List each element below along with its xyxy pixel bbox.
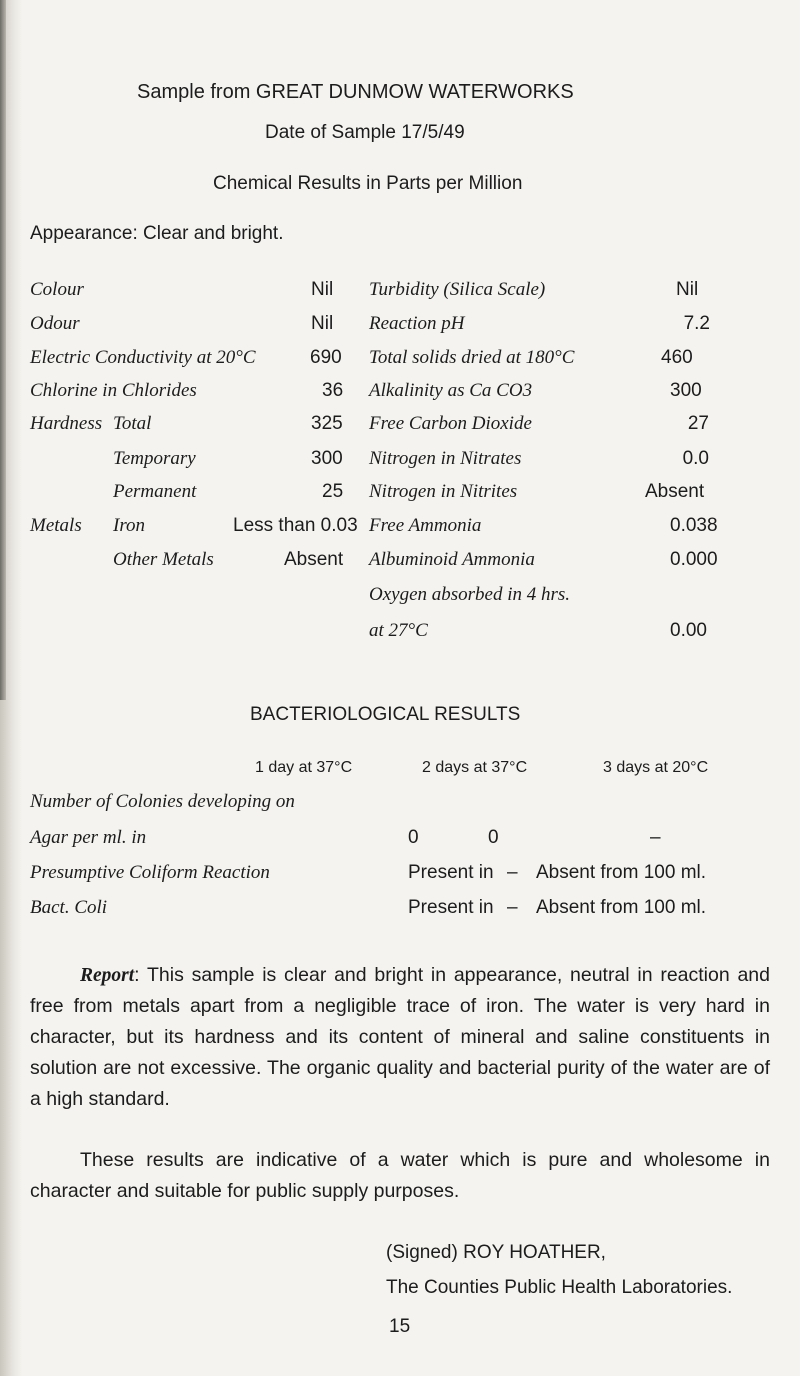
odour-label: Odour — [30, 313, 80, 334]
alkalinity-label: Alkalinity as Ca CO3 — [369, 380, 533, 401]
co2-value: 27 — [687, 413, 709, 434]
oxygen-value: 0.00 — [670, 620, 707, 641]
coliform-value-3: Absent from 100 ml. — [536, 862, 707, 883]
hardness-temporary-label: Temporary — [113, 448, 196, 469]
hardness-total-value: 325 — [311, 413, 343, 434]
conductivity-value: 690 — [310, 347, 342, 368]
signature-org: The Counties Public Health Laboratories. — [386, 1277, 733, 1298]
metals-label: Metals — [30, 515, 82, 536]
hardness-permanent-label: Permanent — [113, 481, 197, 502]
alkalinity-value: 300 — [670, 380, 702, 401]
col-1-day: 1 day at 37°C — [255, 759, 353, 776]
signature-name: (Signed) ROY HOATHER, — [386, 1242, 606, 1263]
appearance-line: Appearance: Clear and bright. — [30, 223, 284, 244]
hardness-temporary-value: 300 — [311, 448, 343, 469]
report-text: : This sample is clear and bright in appearance, neutral in reaction and free from metals apart from a negligible trace of iron. The water is very hard in character, but its hardness and its content of mineral and saline constituents in solution are not excessive. The organic quality and bacterial purity of the water are of a high standard. — [30, 964, 770, 1110]
agar-label: Agar per ml. in — [30, 827, 147, 848]
colonies-label: Number of Colonies developing on — [30, 791, 295, 812]
ph-label: Reaction pH — [369, 313, 465, 334]
bacteriological-heading: BACTERIOLOGICAL RESULTS — [250, 704, 521, 725]
oxygen-label-temp: at 27°C — [369, 620, 428, 641]
chemical-results-heading: Chemical Results in Parts per Million — [213, 173, 523, 194]
nitrites-label: Nitrogen in Nitrites — [369, 481, 518, 502]
page-number: 15 — [389, 1316, 411, 1337]
bact-coli-value-3: Absent from 100 ml. — [536, 897, 707, 918]
col-2-days: 2 days at 37°C — [422, 759, 528, 776]
colonies-value-1: 0 — [408, 827, 419, 848]
bact-coli-label: Bact. Coli — [30, 897, 108, 918]
chlorine-value: 36 — [322, 380, 344, 401]
ph-value: 7.2 — [683, 313, 710, 334]
other-metals-value: Absent — [284, 549, 344, 570]
nitrates-value: 0.0 — [682, 448, 709, 469]
free-ammonia-label: Free Ammonia — [369, 515, 482, 536]
nitrates-label: Nitrogen in Nitrates — [369, 448, 522, 469]
iron-label: Iron — [113, 515, 146, 536]
oxygen-label: Oxygen absorbed in 4 hrs. — [369, 584, 571, 605]
hardness-total-label: Total — [113, 413, 152, 434]
bact-coli-value-2: – — [507, 897, 518, 918]
colonies-value-2: 0 — [488, 827, 499, 848]
page-binding — [0, 0, 6, 700]
colonies-value-3: – — [650, 827, 661, 848]
coliform-value-1: Present in — [408, 862, 494, 883]
colour-value: Nil — [311, 279, 334, 300]
solids-value: 460 — [661, 347, 693, 368]
nitrites-value: Absent — [645, 481, 705, 502]
odour-value: Nil — [311, 313, 334, 334]
col-3-days: 3 days at 20°C — [603, 759, 709, 776]
hardness-permanent-value: 25 — [322, 481, 344, 502]
solids-label: Total solids dried at 180°C — [369, 347, 575, 368]
other-metals-label: Other Metals — [113, 549, 214, 570]
chlorine-label: Chlorine in Chlorides — [30, 380, 197, 401]
albuminoid-value: 0.000 — [670, 549, 718, 570]
turbidity-value: Nil — [676, 279, 699, 300]
bact-coli-value-1: Present in — [408, 897, 494, 918]
turbidity-label: Turbidity (Silica Scale) — [369, 279, 546, 300]
iron-value: Less than 0.03 — [233, 515, 358, 536]
free-ammonia-value: 0.038 — [670, 515, 718, 536]
sample-title: Sample from GREAT DUNMOW WATERWORKS — [137, 81, 574, 103]
co2-label: Free Carbon Dioxide — [369, 413, 532, 434]
colour-label: Colour — [30, 279, 84, 300]
report-label: Report — [80, 965, 135, 986]
coliform-value-2: – — [507, 862, 518, 883]
conclusion-paragraph: These results are indicative of a water which is pure and wholesome in character and suitable for public supply purposes. — [30, 1149, 770, 1202]
coliform-label: Presumptive Coliform Reaction — [30, 862, 270, 883]
albuminoid-label: Albuminoid Ammonia — [369, 549, 535, 570]
sample-date: Date of Sample 17/5/49 — [265, 122, 465, 143]
report-paragraph — [30, 960, 770, 1115]
hardness-label: Hardness — [30, 413, 103, 434]
conductivity-label: Electric Conductivity at 20°C — [30, 347, 256, 368]
